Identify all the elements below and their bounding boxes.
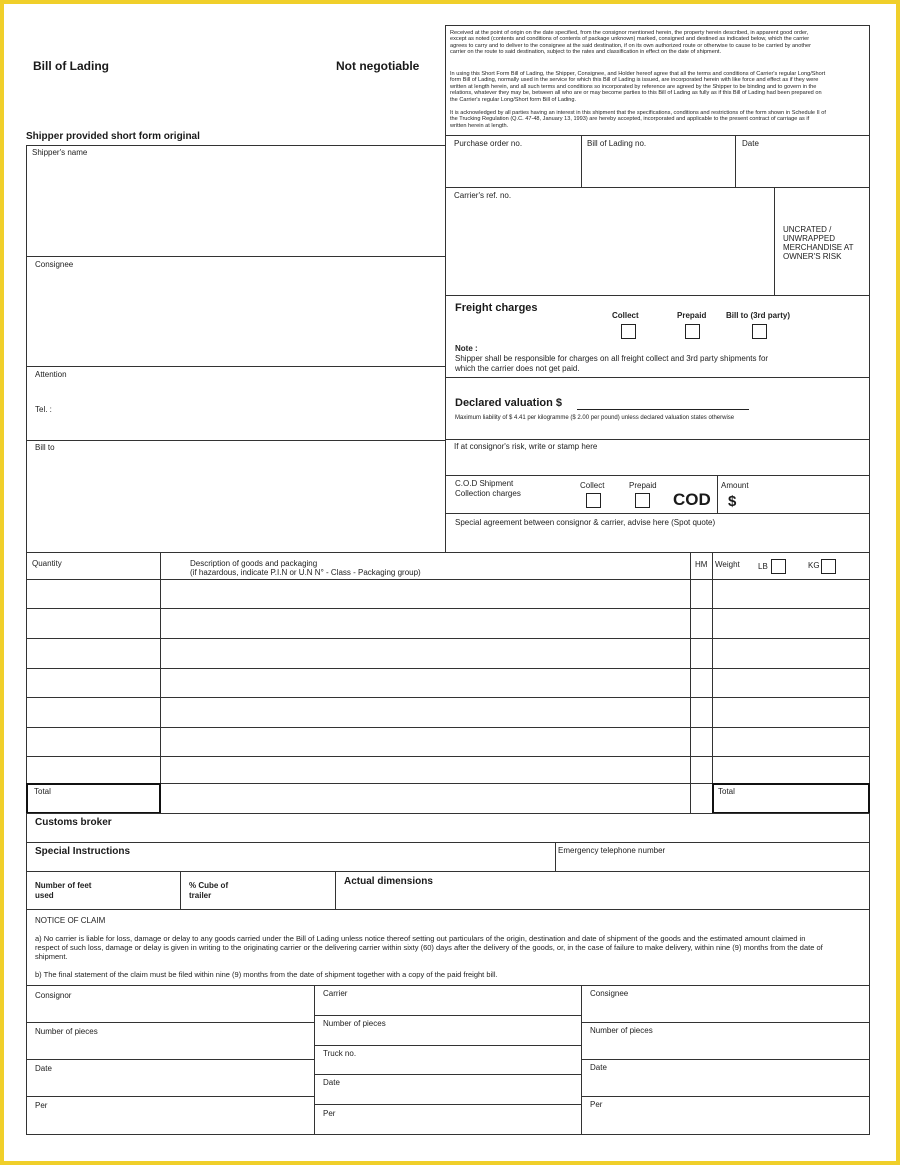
- cod-dollar-sign: $: [728, 493, 737, 510]
- freight-bill-third-party-label: Bill to (3rd party): [726, 311, 791, 320]
- consignor-date-label: Date: [35, 1064, 52, 1073]
- carrier-date-label: Date: [323, 1078, 340, 1087]
- terms-box: [445, 25, 870, 136]
- bill-to-label: Bill to: [35, 443, 55, 452]
- goods-row-line: [26, 668, 870, 669]
- freight-bill-third-party-checkbox[interactable]: [752, 324, 767, 339]
- consignor-sign-label: Consignor: [35, 991, 72, 1000]
- lb-checkbox[interactable]: [771, 559, 786, 574]
- consignor-per-field[interactable]: [26, 1096, 315, 1135]
- carrier-pieces-label: Number of pieces: [323, 1019, 386, 1028]
- consignor-date-field[interactable]: [26, 1059, 315, 1097]
- cod-collect-label: Collect: [580, 481, 605, 490]
- freight-prepaid-label: Prepaid: [677, 311, 707, 320]
- special-instructions-label: Special Instructions: [35, 846, 131, 857]
- carrier-per-field[interactable]: [314, 1104, 582, 1135]
- cod-amount-label: Amount: [721, 481, 749, 490]
- tel-label: Tel. :: [35, 405, 52, 414]
- short-form-label: Shipper provided short form original: [26, 131, 200, 142]
- uncrated-box: [774, 187, 870, 296]
- total-weight-field[interactable]: [712, 783, 870, 814]
- feet-used-label: Number of feet used: [35, 881, 92, 900]
- consignor-pieces-label: Number of pieces: [35, 1027, 98, 1036]
- notice-of-claim-box: [26, 909, 870, 986]
- description-subheader: (if hazardous, indicate P.I.N or U.N N° - Class - Packaging group): [190, 568, 421, 577]
- special-agreement-field[interactable]: [445, 513, 870, 553]
- cod-shipment-label: C.O.D Shipment: [455, 479, 514, 488]
- truck-number-field[interactable]: [314, 1045, 582, 1075]
- emergency-phone-field[interactable]: [555, 842, 870, 872]
- declared-valuation-line: [577, 409, 749, 410]
- bill-of-lading-number-field[interactable]: [581, 135, 736, 188]
- shipper-name-field[interactable]: [26, 145, 446, 257]
- goods-row-line: [26, 638, 870, 639]
- consignee-sign-field[interactable]: [581, 985, 870, 1023]
- goods-col-divider-2: [690, 552, 691, 814]
- consignor-per-label: Per: [35, 1101, 48, 1110]
- form-title: Bill of Lading: [33, 59, 109, 73]
- special-instructions-field[interactable]: [26, 842, 556, 872]
- feet-used-field[interactable]: [26, 871, 181, 910]
- consignee-field[interactable]: [26, 256, 446, 367]
- consignor-risk-field[interactable]: [445, 439, 870, 476]
- special-agreement-label: Special agreement between consignor & carrier, advise here (Spot quote): [455, 518, 716, 527]
- carrier-date-field[interactable]: [314, 1074, 582, 1105]
- cod-prepaid-label: Prepaid: [629, 481, 657, 490]
- quantity-header: Quantity: [32, 559, 62, 568]
- freight-prepaid-checkbox[interactable]: [685, 324, 700, 339]
- consignor-sign-field[interactable]: [26, 985, 315, 1023]
- notice-of-claim-a: a) No carrier is liable for loss, damage or delay to any goods carried under the Bill of Lading unless notice thereof setting out particulars of the origin, destination and date of shipment of the goods and the estimated amount claimed in respect of such loss, damage or delay is given in writing to the originating carrier or the delivering carrier within sixty (60) days after the delivery of the goods, or, in the case of failure to make delivery, within nine (9) months from the date of shipment.: [35, 934, 823, 961]
- kg-checkbox[interactable]: [821, 559, 836, 574]
- declared-valuation-field[interactable]: [445, 377, 870, 440]
- consignee-pieces-label: Number of pieces: [590, 1026, 653, 1035]
- lb-label: LB: [758, 562, 768, 571]
- consignee-pieces-field[interactable]: [581, 1022, 870, 1060]
- goods-row-line: [26, 579, 870, 580]
- carrier-sign-label: Carrier: [323, 989, 348, 998]
- truck-number-label: Truck no.: [323, 1049, 357, 1058]
- goods-row-line: [26, 727, 870, 728]
- customs-broker-label: Customs broker: [35, 817, 112, 828]
- emergency-phone-label: Emergency telephone number: [558, 846, 666, 855]
- cube-trailer-label: % Cube of trailer: [189, 881, 229, 900]
- goods-row-line: [26, 697, 870, 698]
- goods-row-line: [26, 756, 870, 757]
- declared-valuation-title: Declared valuation $: [455, 397, 562, 409]
- date-label: Date: [742, 139, 759, 148]
- cod-collect-checkbox[interactable]: [586, 493, 601, 508]
- consignee-per-field[interactable]: [581, 1096, 870, 1135]
- consignee-label: Consignee: [35, 260, 74, 269]
- carrier-pieces-field[interactable]: [314, 1015, 582, 1046]
- purchase-order-label: Purchase order no.: [454, 139, 523, 148]
- freight-collect-label: Collect: [612, 311, 639, 320]
- freight-charges-title: Freight charges: [455, 302, 538, 314]
- notice-of-claim-b: b) The final statement of the claim must be filed within nine (9) months from the date of shipment together with a copy of the paid freight bill.: [35, 970, 498, 979]
- goods-table: [26, 552, 870, 814]
- consignor-risk-label: If at consignor's risk, write or stamp here: [454, 442, 598, 451]
- bill-to-field[interactable]: [26, 440, 446, 553]
- purchase-order-field[interactable]: [445, 135, 582, 188]
- uncrated-text: UNCRATED / UNWRAPPED MERCHANDISE AT OWNER'S RISK: [783, 225, 854, 261]
- consignee-sign-label: Consignee: [590, 989, 629, 998]
- cod-collection-label: Collection charges: [455, 489, 521, 498]
- terms-paragraph-2: In using this Short Form Bill of Lading, the Shipper, Consignee, and Holder hereof agree that all the terms and conditions of Carrier's regular Long/Short form Bill of Lading, normally used in the service for which this Bill of Lading is issued, are incorporated herein with like force and effect as if they were written at length herein, and all such terms and conditions so incorporated by reference are agreed by the Shipper to be binding and to govern in the relations, whatever they may be, between all who are or may become parties to this Bill of Lading as fully as if this Bill of Lading had been prepared on the Carrier's regular Long/Short form Bill of Lading.: [450, 71, 826, 103]
- date-field[interactable]: [735, 135, 870, 188]
- attention-field[interactable]: [26, 366, 446, 441]
- terms-paragraph-1: Received at the point of origin on the date specified, from the consignor mentioned herein, the property herein described, in apparent good order, except as noted (contents and conditions of contents of package unknown) marked, consigned and destined as indicated below, which the carrier agrees to carry and to deliver to the consignee at the said destination, if on its own authorized route or otherwise to cause to be carried by another carrier on the route to said destination, subject to the rates and classification in effect on the date of shipment.: [450, 30, 812, 56]
- cod-prepaid-checkbox[interactable]: [635, 493, 650, 508]
- goods-row-line: [26, 608, 870, 609]
- goods-col-divider-3: [712, 552, 713, 814]
- description-header: Description of goods and packaging: [190, 559, 318, 568]
- kg-label: KG: [808, 561, 820, 570]
- actual-dimensions-label: Actual dimensions: [344, 876, 433, 887]
- consignor-pieces-field[interactable]: [26, 1022, 315, 1060]
- total-quantity-field[interactable]: [26, 783, 161, 814]
- not-negotiable-label: Not negotiable: [336, 59, 420, 73]
- consignee-per-label: Per: [590, 1100, 603, 1109]
- consignee-date-field[interactable]: [581, 1059, 870, 1097]
- cube-trailer-field[interactable]: [180, 871, 336, 910]
- shipper-name-label: Shipper's name: [32, 148, 88, 157]
- hm-header: HM: [695, 560, 708, 569]
- total-weight-label: Total: [718, 787, 735, 796]
- cod-section: [445, 475, 870, 514]
- customs-broker-field[interactable]: [26, 813, 870, 843]
- freight-charges-section: [445, 295, 870, 378]
- carrier-ref-field[interactable]: [445, 187, 775, 296]
- freight-collect-checkbox[interactable]: [621, 324, 636, 339]
- freight-note-title: Note :: [455, 344, 478, 353]
- carrier-per-label: Per: [323, 1109, 336, 1118]
- actual-dimensions-field[interactable]: [335, 871, 870, 910]
- attention-label: Attention: [35, 370, 67, 379]
- notice-of-claim-title: NOTICE OF CLAIM: [35, 916, 106, 925]
- carrier-ref-label: Carrier's ref. no.: [454, 191, 512, 200]
- freight-note-text: Shipper shall be responsible for charges on all freight collect and 3rd party shipments for which the carrier does not get paid.: [455, 354, 769, 373]
- terms-paragraph-3: It is acknowledged by all parties having an interest in this shipment that the specifications, conditions and restrictions of the form shown in Schedule II of the Trucking Regulation (Q.C. 47-48, January 13, 1993) are hereby accepted, incorporated and applicable to the present contract of carriage as if written herein at length.: [450, 110, 826, 129]
- cod-big-label: COD: [673, 490, 711, 509]
- total-quantity-label: Total: [34, 787, 51, 796]
- carrier-sign-field[interactable]: [314, 985, 582, 1016]
- consignee-date-label: Date: [590, 1063, 607, 1072]
- goods-col-divider-1: [160, 552, 161, 814]
- bill-of-lading-number-label: Bill of Lading no.: [587, 139, 647, 148]
- weight-header: Weight: [715, 560, 740, 569]
- declared-valuation-note: Maximum liability of $ 4.41 per kilogramme ($ 2.00 per pound) unless declared valuation states otherwise: [455, 415, 735, 421]
- cod-divider: [717, 476, 718, 513]
